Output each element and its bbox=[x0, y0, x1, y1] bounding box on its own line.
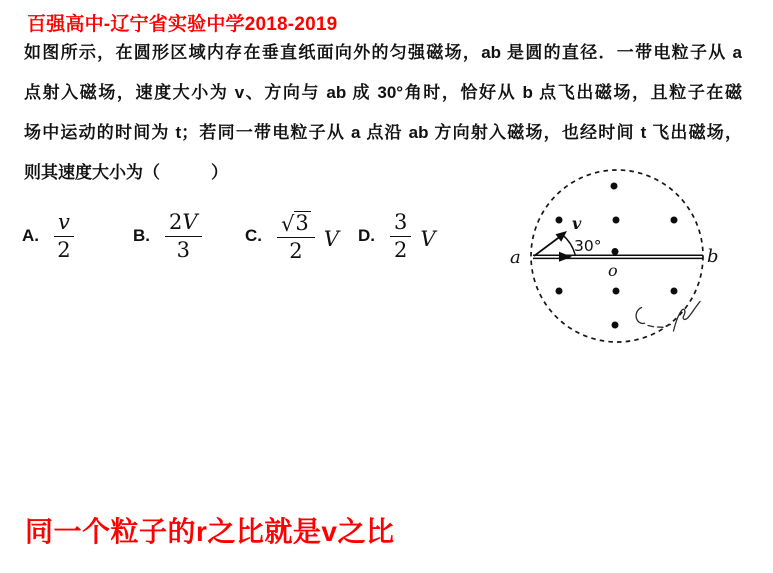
option-a-fraction bbox=[54, 211, 74, 261]
option-b-num-coef: 2 bbox=[169, 209, 183, 234]
option-c-fraction bbox=[277, 209, 315, 262]
problem-line-1: 如图所示，在圆形区域内存在垂直纸面向外的匀强磁场，ab 是圆的直径．一带电粒子从 a bbox=[24, 43, 742, 62]
document-title: 百强高中-辽宁省实验中学2018-2019 bbox=[27, 14, 338, 35]
teacher-annotation-note: 同一个粒子的r之比就是v之比 bbox=[25, 516, 395, 547]
option-c bbox=[245, 208, 339, 264]
option-b-fraction bbox=[165, 211, 202, 261]
option-c-suffix: V bbox=[323, 227, 339, 251]
label-angle-30deg: 30° bbox=[574, 237, 602, 255]
option-a bbox=[22, 208, 74, 264]
sqrt-icon: √ bbox=[281, 212, 295, 237]
option-b-num-var: V bbox=[182, 209, 198, 234]
problem-line-2: 点射入磁场，速度大小为 v、方向与 ab 成 30°角时，恰好从 b 点飞出磁场，且粒子在磁 bbox=[24, 83, 742, 102]
problem-line-4: 则其速度大小为（ ） bbox=[24, 163, 228, 182]
option-a-numerator: v bbox=[58, 209, 70, 234]
option-a-label: A. bbox=[22, 226, 39, 245]
option-b-denominator: 3 bbox=[176, 237, 190, 262]
label-point-b: b bbox=[707, 246, 719, 267]
option-b bbox=[133, 208, 202, 264]
label-point-a: a bbox=[510, 247, 521, 268]
option-c-denominator: 2 bbox=[289, 239, 303, 263]
field-boundary-dashed-circle bbox=[531, 170, 703, 342]
magnetic-field-circle-diagram bbox=[500, 158, 744, 352]
diameter-ab-line bbox=[533, 255, 703, 258]
option-d-denominator: 2 bbox=[394, 237, 408, 262]
option-d-fraction bbox=[390, 211, 411, 261]
option-c-radicand: 3 bbox=[295, 211, 309, 236]
problem-line-3: 场中运动的时间为 t；若同一带电粒子从 a 点沿 ab 方向射入磁场，也经时间 t 飞出磁场， bbox=[24, 123, 742, 142]
ab-direction-arrow-icon bbox=[559, 252, 572, 262]
option-d bbox=[358, 208, 436, 264]
label-center-o: o bbox=[608, 261, 618, 280]
option-c-label: C. bbox=[245, 226, 262, 245]
option-d-num-coef: 3 bbox=[394, 209, 408, 234]
handwritten-scribble-mark bbox=[636, 302, 700, 332]
velocity-arrow-icon bbox=[534, 231, 567, 256]
option-b-label: B. bbox=[133, 226, 150, 245]
option-a-denominator: 2 bbox=[57, 237, 71, 262]
label-velocity-v: v bbox=[572, 214, 582, 233]
option-d-label: D. bbox=[358, 226, 375, 245]
option-d-suffix: V bbox=[420, 227, 436, 251]
